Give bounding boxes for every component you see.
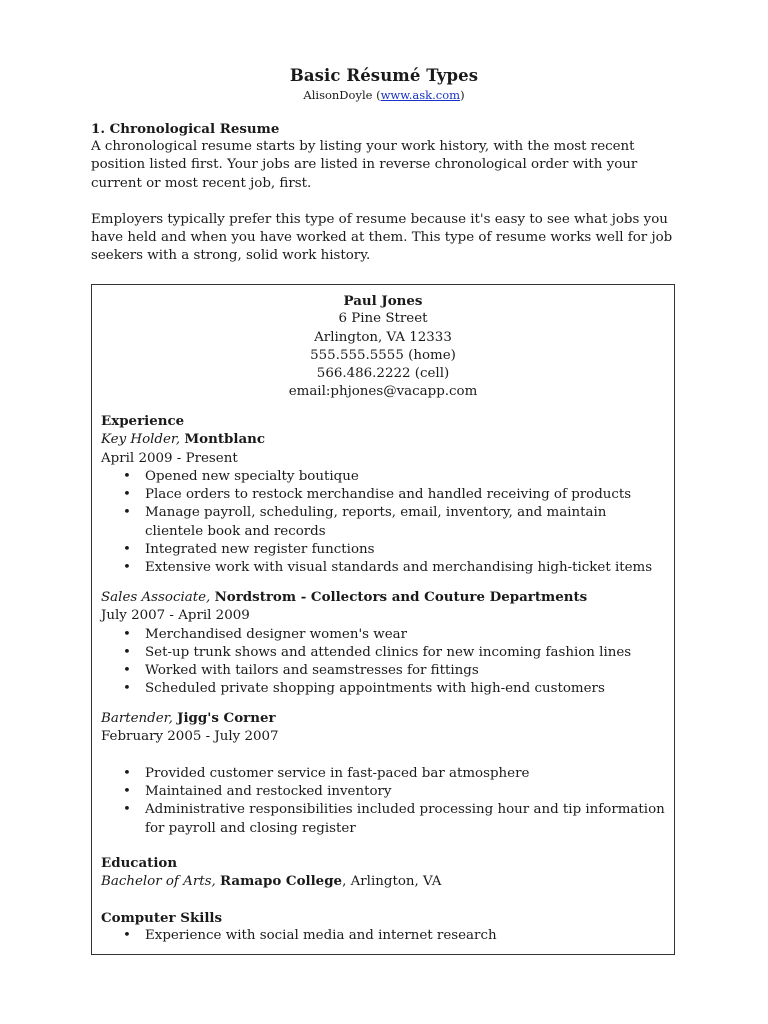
school-location: , Arlington, VA [342,874,442,890]
resume-street: 6 Pine Street [338,311,428,327]
list-item: • Opened new specialty boutique [101,468,667,486]
author-name: AlisonDoyle [303,88,373,102]
job-role: Sales Associate [101,590,207,605]
list-item: • Extensive work with visual standards and merchandising high-ticket items [101,559,667,577]
list-item: • Worked with tailors and seamstresses for fittings [101,662,667,680]
job-title-line: Key Holder, Montblanc [101,431,266,448]
intro-paragraph-2: Employers typically prefer this type of resume because it's easy to see what jobs you have held and when you have worked at them. This type of resume works well for job seekers with a strong, solid work history. [91,212,673,264]
resume-name: Paul Jones [343,293,423,309]
job-role: Bartender [101,711,169,726]
sample-resume-box [91,284,675,955]
list-item: • Integrated new register functions [101,541,667,559]
author-source-link[interactable]: www.ask.com [380,88,461,102]
job-company: Nordstrom - Collectors and Couture Departments [214,589,588,605]
job-role: Key Holder [101,432,176,448]
job-dates: April 2009 - Present [101,450,238,466]
list-item: • Manage payroll, scheduling, reports, email, inventory, and maintain clientele book and records [101,504,667,541]
job-dates: July 2007 - April 2009 [101,608,250,624]
degree: Bachelor of Arts [101,874,212,890]
document-author-line [0,88,768,102]
intro-section-2 [91,211,681,266]
job-bullet-list [101,765,667,838]
job-bullet-list [101,468,667,578]
job-company: Montblanc [184,431,266,448]
list-item: • Administrative responsibilities included processing hour and tip information for payroll and closing register [101,801,667,838]
intro-paragraph-1: A chronological resume starts by listing your work history, with the most recent position listed first. Your jobs are listed in reverse chronological order with your current or most recent job, first. [91,139,638,191]
education-section [101,854,667,892]
list-item: • Merchandised designer women's wear [101,626,667,644]
author-paren-open: ( [376,88,381,102]
skills-section [101,909,667,946]
job-entry-jiggs-corner [101,709,667,838]
skills-list [101,927,667,945]
intro-section [91,120,681,193]
list-item: • Maintained and restocked inventory [101,783,667,801]
job-bullet-list [101,626,667,699]
resume-phone-cell: 566.486.2222 (cell) [316,366,450,382]
list-item: • Scheduled private shopping appointments with high-end customers [101,680,667,698]
resume-email: email:phjones@vacapp.com [288,384,478,400]
education-heading: Education [101,855,178,871]
school-name: Ramapo College [220,873,343,890]
section-heading-chronological: 1. Chronological Resume [91,121,280,137]
job-title-line: Sales Associate, Nordstrom - Collectors and Couture Departments [101,589,588,605]
list-item: • Place orders to restock merchandise and handled receiving of products [101,486,667,504]
skills-heading: Computer Skills [101,910,223,926]
resume-contact-block [92,292,674,402]
job-dates: February 2005 - July 2007 [101,729,279,745]
resume-city: Arlington, VA 12333 [314,329,452,345]
experience-heading: Experience [101,413,185,429]
document-title: Basic Résumé Types [289,66,479,85]
list-item: • Set-up trunk shows and attended clinics for new incoming fashion lines [101,644,667,662]
experience-section [101,412,667,578]
list-item: • Experience with social media and internet research [101,927,667,945]
list-item: • Provided customer service in fast-paced bar atmosphere [101,765,667,783]
job-title-line: Bartender, Jigg's Corner [101,710,276,726]
resume-phone-home: 555.555.5555 (home) [310,347,456,363]
education-line: Bachelor of Arts, Ramapo College, Arlington, VA [101,873,442,890]
job-entry-nordstrom [101,588,667,699]
job-company: Jigg's Corner [177,710,276,726]
author-paren-close: ) [460,88,465,102]
